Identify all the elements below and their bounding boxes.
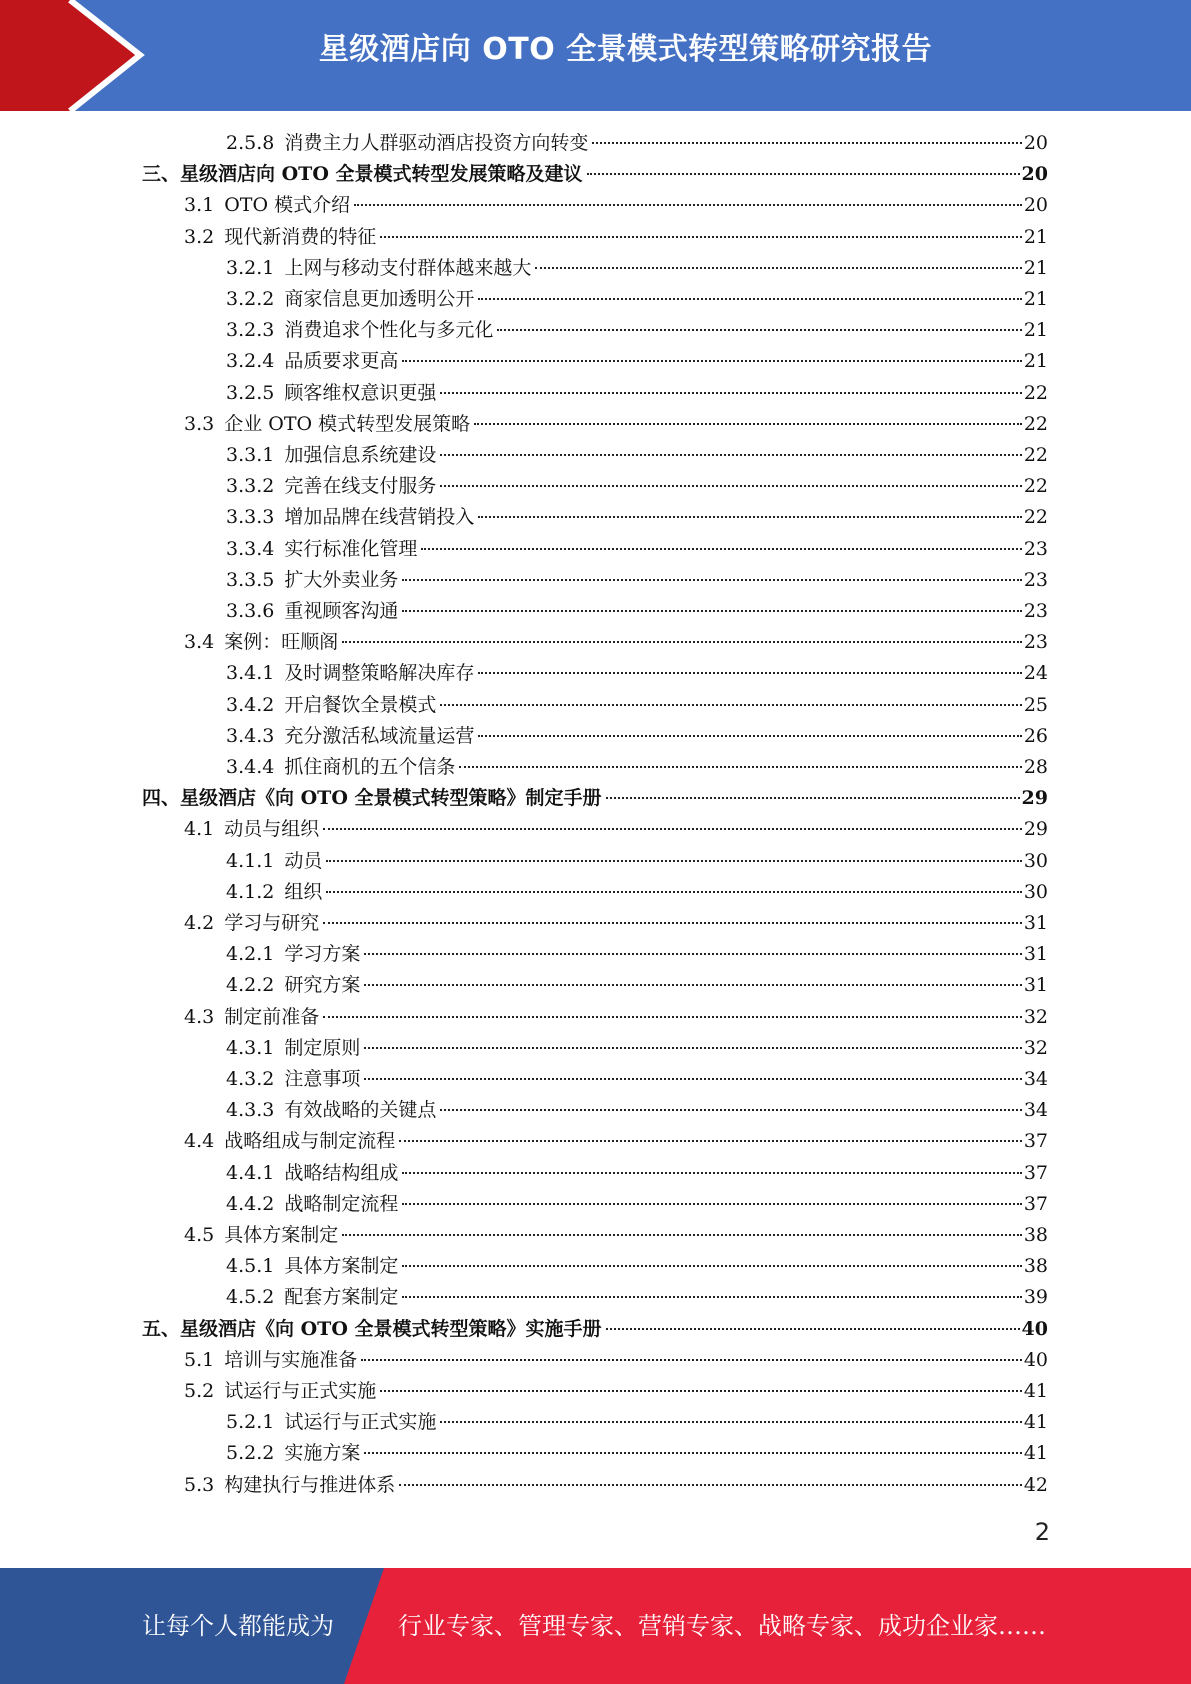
toc-entry-title: 增加品牌在线营销投入 [284, 506, 475, 528]
toc-dot-leader [399, 1139, 1022, 1142]
toc-dot-leader [606, 796, 1020, 799]
toc-entry[interactable] [184, 222, 1048, 253]
toc-entry-title: 具体方案制定 [224, 1224, 339, 1246]
toc-entry-title: 培训与实施准备 [224, 1349, 358, 1371]
toc-dot-leader [361, 1358, 1022, 1361]
toc-dot-leader [474, 422, 1022, 425]
toc-entry-number: 4.3.1 [226, 1037, 275, 1059]
toc-entry-title: 制定原则 [284, 1037, 361, 1059]
toc-entry-page: 32 [1023, 1006, 1048, 1028]
toc-entry-title: 实施方案 [284, 1442, 361, 1464]
toc-entry-title: 战略结构组成 [284, 1162, 399, 1184]
toc-entry[interactable] [226, 502, 1048, 533]
toc-entry-title: 制定前准备 [224, 1006, 320, 1028]
toc-entry-page: 30 [1023, 881, 1048, 903]
toc-entry-page: 20 [1023, 132, 1048, 154]
toc-entry-number: 3.2.2 [226, 288, 275, 310]
toc-entry-number: 3.3.1 [226, 444, 275, 466]
toc-entry-page: 21 [1023, 319, 1048, 341]
toc-entry[interactable] [226, 970, 1048, 1001]
toc-entry[interactable] [226, 877, 1048, 908]
toc-dot-leader [342, 1233, 1022, 1236]
toc-dot-leader [421, 547, 1021, 550]
toc-entry[interactable] [226, 346, 1048, 377]
toc-entry[interactable] [184, 1345, 1048, 1376]
toc-entry[interactable] [226, 1189, 1048, 1220]
toc-dot-leader [323, 921, 1022, 924]
toc-dot-leader [478, 671, 1021, 674]
toc-entry[interactable] [226, 690, 1048, 721]
toc-entry-page: 39 [1023, 1286, 1048, 1308]
toc-entry-page: 22 [1023, 382, 1048, 404]
toc-entry-number: 3.4.3 [226, 725, 275, 747]
toc-entry-page: 38 [1023, 1255, 1048, 1277]
toc-entry[interactable] [226, 939, 1048, 970]
toc-dot-leader [402, 1202, 1021, 1205]
toc-entry[interactable] [142, 1314, 1048, 1345]
toc-dot-leader [459, 765, 1021, 768]
toc-entry-number: 4.4.1 [226, 1162, 275, 1184]
toc-entry[interactable] [226, 128, 1048, 159]
toc-entry-title: 重视顾客沟通 [284, 600, 399, 622]
toc-entry-number: 3.2.4 [226, 350, 275, 372]
toc-entry[interactable] [226, 752, 1048, 783]
toc-entry-title: 星级酒店《向 OTO 全景模式转型策略》实施手册 [180, 1318, 602, 1340]
toc-entry[interactable] [226, 1033, 1048, 1064]
toc-dot-leader [440, 484, 1021, 487]
toc-entry-number: 3.1 [184, 194, 215, 216]
toc-dot-leader [402, 359, 1021, 362]
toc-entry-number: 4.4 [184, 1130, 215, 1152]
toc-entry[interactable] [226, 846, 1048, 877]
toc-entry-page: 31 [1023, 974, 1048, 996]
toc-entry[interactable] [226, 440, 1048, 471]
toc-entry-number: 3.2.1 [226, 257, 275, 279]
toc-entry-page: 38 [1023, 1224, 1048, 1246]
toc-dot-leader [402, 1264, 1021, 1267]
toc-entry-title: 现代新消费的特征 [224, 226, 377, 248]
toc-entry-page: 20 [1023, 194, 1048, 216]
toc-entry[interactable] [184, 627, 1048, 658]
toc-dot-leader [364, 1046, 1021, 1049]
toc-entry-title: 实行标准化管理 [284, 538, 418, 560]
toc-entry-number: 5.2.2 [226, 1442, 275, 1464]
toc-entry-page: 25 [1023, 694, 1048, 716]
toc-dot-leader [399, 1483, 1022, 1486]
toc-entry[interactable] [226, 284, 1048, 315]
toc-entry-page: 21 [1023, 257, 1048, 279]
toc-entry[interactable] [142, 783, 1048, 814]
toc-entry-number: 五、 [142, 1318, 181, 1340]
toc-entry-page: 32 [1023, 1037, 1048, 1059]
toc-dot-leader [592, 141, 1021, 144]
toc-entry-title: 星级酒店《向 OTO 全景模式转型策略》制定手册 [180, 787, 602, 809]
toc-dot-leader [440, 703, 1021, 706]
toc-entry-page: 29 [1021, 787, 1048, 809]
toc-entry-title: 战略组成与制定流程 [224, 1130, 396, 1152]
toc-entry-number: 4.5 [184, 1224, 215, 1246]
toc-entry-title: 试运行与正式实施 [284, 1411, 437, 1433]
toc-entry-page: 37 [1023, 1193, 1048, 1215]
toc-entry[interactable] [226, 1064, 1048, 1095]
toc-entry-number: 4.2.1 [226, 943, 275, 965]
toc-entry[interactable] [226, 721, 1048, 752]
toc-entry-page: 30 [1023, 850, 1048, 872]
toc-entry-title: 充分激活私域流量运营 [284, 725, 475, 747]
toc-entry-title: 注意事项 [284, 1068, 361, 1090]
toc-entry-number: 三、 [142, 163, 181, 185]
toc-entry-page: 41 [1023, 1411, 1048, 1433]
toc-dot-leader [364, 952, 1021, 955]
toc-entry-title: 星级酒店向 OTO 全景模式转型发展策略及建议 [180, 163, 583, 185]
toc-dot-leader [342, 640, 1022, 643]
page-number: 2 [1034, 1518, 1050, 1546]
toc-entry-number: 4.5.2 [226, 1286, 275, 1308]
toc-entry-page: 22 [1023, 475, 1048, 497]
toc-entry-page: 34 [1023, 1099, 1048, 1121]
toc-entry[interactable] [226, 315, 1048, 346]
toc-entry[interactable] [184, 190, 1048, 221]
toc-dot-leader [364, 1451, 1021, 1454]
toc-dot-leader [402, 578, 1021, 581]
toc-entry-page: 22 [1023, 506, 1048, 528]
toc-entry[interactable] [226, 658, 1048, 689]
toc-dot-leader [440, 453, 1021, 456]
toc-entry-page: 29 [1023, 818, 1048, 840]
toc-entry-title: 品质要求更高 [284, 350, 399, 372]
toc-entry-title: 开启餐饮全景模式 [284, 694, 437, 716]
toc-entry-number: 4.2 [184, 912, 215, 934]
toc-entry-page: 41 [1023, 1380, 1048, 1402]
toc-entry-page: 24 [1023, 662, 1048, 684]
toc-entry-page: 23 [1023, 538, 1048, 560]
footer-slogan-left: 让每个人都能成为 [142, 1612, 334, 1640]
toc-entry-number: 5.3 [184, 1474, 215, 1496]
toc-entry-page: 22 [1023, 444, 1048, 466]
toc-entry-page: 21 [1023, 226, 1048, 248]
toc-entry[interactable] [184, 1376, 1048, 1407]
toc-entry-number: 3.4.4 [226, 756, 275, 778]
toc-entry-page: 37 [1023, 1162, 1048, 1184]
toc-entry-page: 23 [1023, 600, 1048, 622]
toc-dot-leader [440, 391, 1021, 394]
toc-entry[interactable] [184, 1470, 1048, 1501]
toc-entry-title: 有效战略的关键点 [284, 1099, 437, 1121]
toc-entry-number: 3.3.2 [226, 475, 275, 497]
toc-entry-title: 学习与研究 [224, 912, 320, 934]
toc-entry-title: 顾客维权意识更强 [284, 382, 437, 404]
toc-entry-number: 4.3.3 [226, 1099, 275, 1121]
toc-entry-page: 28 [1023, 756, 1048, 778]
toc-entry[interactable] [226, 1438, 1048, 1469]
toc-dot-leader [478, 734, 1021, 737]
toc-dot-leader [606, 1327, 1020, 1330]
toc-entry-number: 2.5.8 [226, 132, 275, 154]
toc-entry[interactable] [184, 409, 1048, 440]
toc-entry-title: 学习方案 [284, 943, 361, 965]
toc-dot-leader [497, 328, 1021, 331]
toc-dot-leader [587, 172, 1020, 175]
toc-entry-number: 4.1.1 [226, 850, 275, 872]
page-footer [0, 1568, 1191, 1684]
toc-entry-title: 具体方案制定 [284, 1255, 399, 1277]
toc-entry-title: 加强信息系统建设 [284, 444, 437, 466]
report-title: 星级酒店向 OTO 全景模式转型策略研究报告 [318, 32, 933, 67]
toc-entry[interactable] [184, 1126, 1048, 1157]
toc-entry[interactable] [226, 471, 1048, 502]
toc-entry-page: 42 [1023, 1474, 1048, 1496]
toc-entry-number: 3.3 [184, 413, 215, 435]
toc-entry-number: 4.3.2 [226, 1068, 275, 1090]
toc-entry-page: 31 [1023, 912, 1048, 934]
toc-entry-page: 41 [1023, 1442, 1048, 1464]
toc-entry-page: 31 [1023, 943, 1048, 965]
toc-entry-title: 上网与移动支付群体越来越大 [284, 257, 532, 279]
toc-entry-number: 5.2.1 [226, 1411, 275, 1433]
toc-dot-leader [380, 235, 1022, 238]
toc-entry-title: 及时调整策略解决库存 [284, 662, 475, 684]
toc-dot-leader [354, 203, 1022, 206]
toc-dot-leader [380, 1389, 1022, 1392]
toc-entry-page: 23 [1023, 569, 1048, 591]
toc-entry-number: 3.3.4 [226, 538, 275, 560]
toc-entry-number: 四、 [142, 787, 181, 809]
toc-entry-number: 4.5.1 [226, 1255, 275, 1277]
toc-entry-title: 动员与组织 [224, 818, 320, 840]
toc-entry-number: 4.2.2 [226, 974, 275, 996]
toc-entry-title: 企业 OTO 模式转型发展策略 [224, 413, 471, 435]
footer-slogan-right: 行业专家、管理专家、营销专家、战略专家、成功企业家…… [398, 1612, 1046, 1640]
toc-entry-number: 4.1 [184, 818, 215, 840]
toc-entry-title: 战略制定流程 [284, 1193, 399, 1215]
toc-entry-title: 消费追求个性化与多元化 [284, 319, 494, 341]
toc-dot-leader [440, 1420, 1021, 1423]
toc-dot-leader [402, 1171, 1021, 1174]
toc-entry-number: 5.2 [184, 1380, 215, 1402]
toc-entry-title: 组织 [284, 881, 323, 903]
toc-dot-leader [440, 1108, 1021, 1111]
toc-entry-page: 40 [1021, 1318, 1048, 1340]
toc-entry-page: 34 [1023, 1068, 1048, 1090]
toc-entry-number: 3.3.5 [226, 569, 275, 591]
toc-entry-number: 3.2.5 [226, 382, 275, 404]
toc-entry[interactable] [226, 534, 1048, 565]
toc-entry-number: 4.3 [184, 1006, 215, 1028]
toc-entry[interactable] [226, 1407, 1048, 1438]
toc-entry-page: 21 [1023, 350, 1048, 372]
toc-entry-number: 3.2.3 [226, 319, 275, 341]
toc-dot-leader [323, 827, 1022, 830]
toc-dot-leader [402, 609, 1021, 612]
toc-dot-leader [326, 859, 1021, 862]
toc-entry-number: 3.4.1 [226, 662, 275, 684]
toc-dot-leader [402, 1295, 1021, 1298]
toc-entry[interactable] [226, 378, 1048, 409]
toc-entry-page: 20 [1021, 163, 1048, 185]
toc-entry-title: OTO 模式介绍 [224, 194, 351, 216]
toc-entry[interactable] [226, 1158, 1048, 1189]
toc-entry-number: 3.3.3 [226, 506, 275, 528]
toc-entry[interactable] [226, 253, 1048, 284]
toc-entry-title: 试运行与正式实施 [224, 1380, 377, 1402]
toc-dot-leader [535, 266, 1021, 269]
toc-entry[interactable] [226, 1282, 1048, 1313]
toc-entry-title: 构建执行与推进体系 [224, 1474, 396, 1496]
toc-dot-leader [323, 1015, 1022, 1018]
toc-entry-title: 抓住商机的五个信条 [284, 756, 456, 778]
toc-entry-number: 4.1.2 [226, 881, 275, 903]
toc-entry[interactable] [226, 1251, 1048, 1282]
toc-entry-number: 3.4 [184, 631, 215, 653]
toc-entry-title: 案例：旺顺阁 [224, 631, 339, 653]
toc-entry-page: 26 [1023, 725, 1048, 747]
toc-entry-number: 3.4.2 [226, 694, 275, 716]
toc-dot-leader [478, 297, 1021, 300]
toc-entry-page: 21 [1023, 288, 1048, 310]
toc-entry[interactable] [142, 159, 1048, 190]
toc-entry-title: 完善在线支付服务 [284, 475, 437, 497]
toc-entry-page: 37 [1023, 1130, 1048, 1152]
toc-dot-leader [364, 983, 1021, 986]
toc-dot-leader [326, 890, 1021, 893]
toc-entry[interactable] [184, 814, 1048, 845]
toc-entry-title: 商家信息更加透明公开 [284, 288, 475, 310]
toc-entry-title: 研究方案 [284, 974, 361, 996]
toc-entry-number: 5.1 [184, 1349, 215, 1371]
toc-entry-title: 扩大外卖业务 [284, 569, 399, 591]
toc-entry[interactable] [226, 596, 1048, 627]
toc-entry-number: 4.4.2 [226, 1193, 275, 1215]
toc-entry-page: 40 [1023, 1349, 1048, 1371]
toc-dot-leader [478, 515, 1021, 518]
toc-entry-number: 3.3.6 [226, 600, 275, 622]
toc-entry-title: 消费主力人群驱动酒店投资方向转变 [284, 132, 589, 154]
toc-entry[interactable] [184, 1220, 1048, 1251]
toc-dot-leader [364, 1077, 1021, 1080]
toc-entry-page: 23 [1023, 631, 1048, 653]
toc-entry-number: 3.2 [184, 226, 215, 248]
toc-entry[interactable] [226, 565, 1048, 596]
toc-entry[interactable] [226, 1095, 1048, 1126]
toc-entry[interactable] [184, 1002, 1048, 1033]
toc-entry[interactable] [184, 908, 1048, 939]
toc-entry-page: 22 [1023, 413, 1048, 435]
page-header [0, 0, 1191, 111]
toc-entry-title: 动员 [284, 850, 323, 872]
toc-entry-title: 配套方案制定 [284, 1286, 399, 1308]
